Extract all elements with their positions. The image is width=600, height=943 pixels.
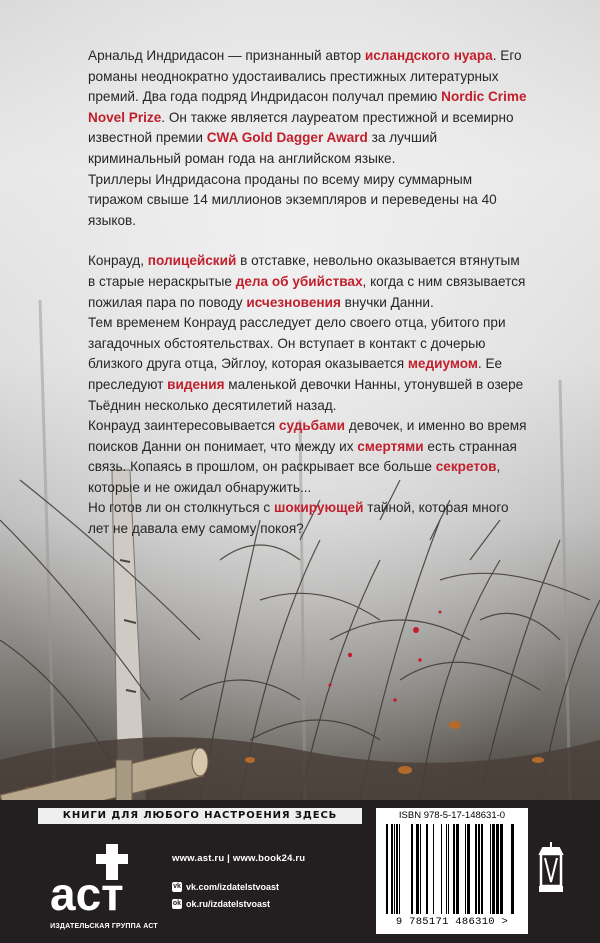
barcode: [380, 824, 520, 916]
text-run: Конрауд,: [88, 253, 148, 269]
barcode-bar: [467, 824, 470, 914]
barcode-bar: [496, 824, 499, 914]
plot-paragraph-1: [88, 251, 528, 313]
highlighted-term: дела об убийствах: [235, 273, 363, 289]
barcode-bar: [411, 824, 413, 914]
barcode-bar: [433, 824, 434, 914]
highlighted-term: смертями: [357, 438, 424, 454]
highlighted-term: CWA Gold Dagger Award: [206, 130, 368, 146]
barcode-bar: [453, 824, 455, 914]
ast-logo: [46, 838, 162, 936]
annotation-text: [88, 46, 528, 540]
barcode-bar: [441, 824, 442, 914]
barcode-bar: [481, 824, 483, 914]
text-run: за лучший криминальный роман года на английском языке.: [88, 130, 438, 166]
highlighted-term: шокирующей: [273, 500, 364, 516]
highlighted-term: видения: [167, 376, 225, 392]
barcode-bar: [478, 824, 480, 914]
text-run: , которые и не ожидал обнаружить...: [88, 459, 501, 495]
text-run: маленькой девочки Нанны, утонувшей в озере Тьёднин несколько десятилетий назад.: [88, 376, 524, 413]
barcode-bar: [391, 824, 393, 914]
text-run: . Его романы неоднократно удостаивались престижных литературных премий. Два года подряд Индридасон получал премию: [88, 48, 522, 105]
barcode-bar: [500, 824, 503, 914]
text-run: Но готов ли он столкнуться с: [88, 500, 274, 516]
slogan-banner: КНИГИ ДЛЯ ЛЮБОГО НАСТРОЕНИЯ ЗДЕСЬ: [38, 808, 362, 824]
isbn-barcode-box: [376, 808, 528, 934]
text-run: Триллеры Индридасона проданы по всему миру суммарным тиражом свыше 14 миллионов экземпляров и переведены на 40 языков.: [88, 171, 497, 228]
highlighted-term: секретов: [435, 459, 497, 475]
barcode-bar: [399, 824, 400, 914]
highlighted-term: полицейский: [147, 253, 237, 269]
websites: www.ast.ru | www.book24.ru: [172, 853, 306, 864]
text-run: Арнальд Индридасон — признанный автор: [88, 48, 365, 63]
author-paragraph: [88, 46, 528, 170]
text-run: есть странная связь. Копаясь в прошлом, он раскрывает все больше: [88, 438, 517, 475]
lantern-icon: [532, 838, 570, 902]
ok-link: ok ok.ru/izdatelstvoast: [172, 899, 271, 909]
barcode-digits: 9 785171 486310 >: [395, 916, 509, 928]
highlighted-term: Nordic Crime Novel Prize: [88, 89, 527, 125]
highlighted-term: исчезновения: [246, 294, 341, 310]
text-run: . Он также является лауреатом престижной и всемирно известной премии: [88, 109, 514, 146]
text-run: тайной, которая много лет не давала ему самому покоя?: [88, 500, 509, 537]
barcode-bar: [396, 824, 398, 914]
vk-icon: vk: [173, 883, 181, 890]
barcode-bar: [386, 824, 388, 914]
text-run: Тем временем Конрауд расследует дело своего отца, убитого при загадочных обстоятельствах. Он вступает в контакт с дочерью близкого друга отца, Эйглоу, которая оказывается: [88, 315, 506, 372]
plot-paragraph-4: [88, 498, 528, 539]
barcode-bar: [446, 824, 447, 914]
barcode-bar: [490, 824, 491, 914]
barcode-bar: [492, 824, 495, 914]
highlighted-term: медиумом: [407, 356, 478, 372]
text-run: в отставке, невольно оказывается втянутым в старые нераскрытые: [88, 253, 520, 289]
isbn-number: ISBN 978-5-17-148631-0: [398, 810, 506, 821]
barcode-bar: [420, 824, 421, 914]
sales-paragraph: [88, 170, 528, 232]
barcode-bar: [448, 824, 449, 914]
text-run: девочек, и именно во время поисков Данни он понимает, что между их: [88, 418, 527, 454]
plot-paragraph-3: [88, 416, 528, 498]
highlighted-term: исландского нуара: [364, 48, 493, 63]
plot-paragraph-2: [88, 313, 528, 416]
text-run: . Ее преследуют: [88, 356, 503, 392]
barcode-bar: [511, 824, 514, 914]
text-run: , когда с ним связывается пожилая пара по поводу: [88, 273, 526, 310]
barcode-bar: [394, 824, 395, 914]
ast-logo-text: аст: [50, 868, 124, 920]
barcode-bar: [465, 824, 466, 914]
vk-link: vk vk.com/izdatelstvoast: [173, 882, 280, 892]
barcode-bar: [456, 824, 459, 914]
publisher-name: ИЗДАТЕЛЬСКАЯ ГРУППА АСТ: [50, 923, 158, 930]
barcode-bar: [475, 824, 477, 914]
text-run: Конрауд заинтересовывается: [88, 418, 279, 434]
highlighted-term: судьбами: [278, 418, 346, 434]
barcode-bar: [426, 824, 428, 914]
barcode-bar: [416, 824, 419, 914]
text-run: внучки Данни.: [340, 294, 434, 310]
ok-icon: ok: [172, 900, 182, 907]
